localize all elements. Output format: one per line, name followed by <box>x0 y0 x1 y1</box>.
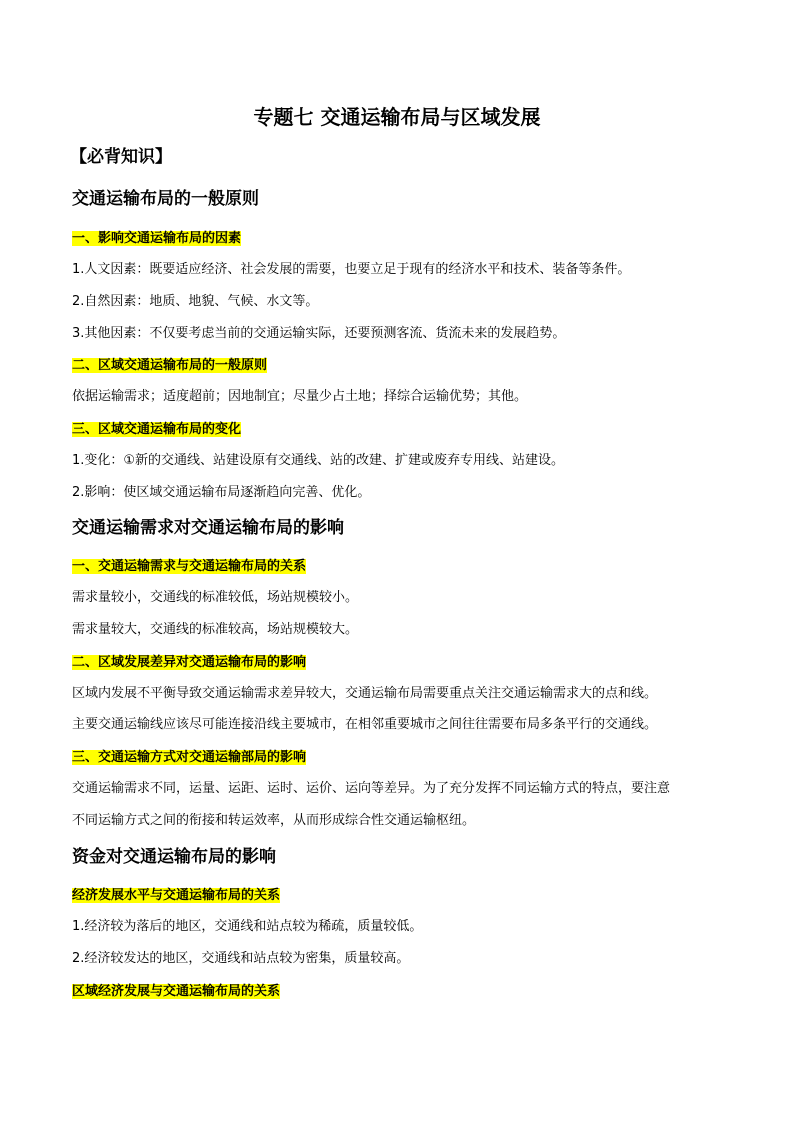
subsection-heading: 二、区域交通运输布局的一般原则 <box>72 358 268 373</box>
body-line: 1.经济较为落后的地区，交通线和站点较为稀疏，质量较低。 <box>72 919 423 934</box>
body-line: 交通运输需求不同，运量、运距、运时、运价、运向等差异。为了充分发挥不同运输方式的特点，要注意 <box>72 781 671 796</box>
subsection-heading: 一、影响交通运输布局的因素 <box>72 231 242 246</box>
subsection-heading: 三、交通运输方式对交通运输部局的影响 <box>72 750 307 765</box>
subsection-heading: 三、区域交通运输布局的变化 <box>72 422 242 437</box>
subsection-heading: 二、区域发展差异对交通运输布局的影响 <box>72 655 307 670</box>
body-line: 2.自然因素：地质、地貌、气候、水文等。 <box>72 294 319 309</box>
body-line: 需求量较大，交通线的标准较高，场站规模较大。 <box>72 622 359 637</box>
body-line: 2.经济较发达的地区，交通线和站点较为密集，质量较高。 <box>72 951 410 966</box>
body-line: 依据运输需求；适度超前；因地制宜；尽量少占土地；择综合运输优势；其他。 <box>72 389 528 404</box>
document-title: 专题七 交通运输布局与区域发展 <box>253 105 541 129</box>
body-line: 1.变化：①新的交通线、站建设原有交通线、站的改建、扩建或废弃专用线、站建设。 <box>72 453 565 468</box>
section-heading: 资金对交通运输布局的影响 <box>72 847 276 867</box>
body-line: 主要交通运输线应该尽可能连接沿线主要城市，在相邻重要城市之间往往需要布局多条平行的交通线。 <box>72 717 658 732</box>
body-line: 需求量较小，交通线的标准较低，场站规模较小。 <box>72 590 359 605</box>
body-line: 1.人文因素：既要适应经济、社会发展的需要，也要立足于现有的经济水平和技术、装备等条件。 <box>72 262 631 277</box>
subsection-heading: 一、交通运输需求与交通运输布局的关系 <box>72 559 307 574</box>
body-line: 3.其他因素：不仅要考虑当前的交通运输实际，还要预测客流、货流未来的发展趋势。 <box>72 326 566 341</box>
subsection-heading: 区域经济发展与交通运输布局的关系 <box>72 984 281 999</box>
section-heading: 交通运输布局的一般原则 <box>72 189 259 209</box>
body-line: 区域内发展不平衡导致交通运输需求差异较大，交通运输布局需要重点关注交通运输需求大的点和线。 <box>72 686 658 701</box>
section-heading: 交通运输需求对交通运输布局的影响 <box>72 518 344 538</box>
body-line: 不同运输方式之间的衔接和转运效率，从而形成综合性交通运输枢纽。 <box>72 813 476 828</box>
body-line: 2.影响：使区域交通运输布局逐渐趋向完善、优化。 <box>72 485 371 500</box>
must-know-label: 【必背知识】 <box>70 147 172 167</box>
subsection-heading: 经济发展水平与交通运输布局的关系 <box>72 888 281 903</box>
